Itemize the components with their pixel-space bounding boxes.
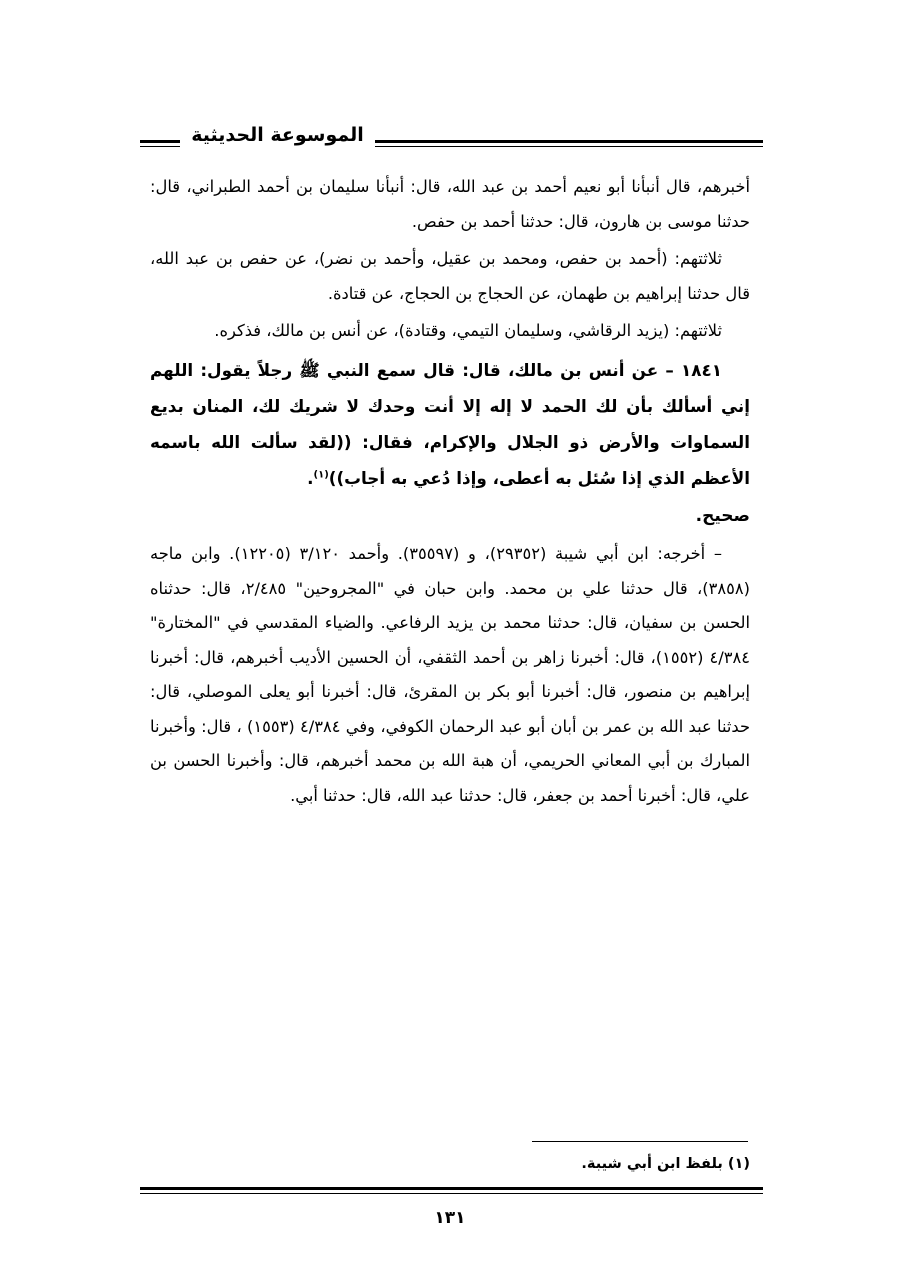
header-rule-left	[140, 140, 180, 147]
footnote-reference: (١)	[313, 468, 329, 480]
isnad-paragraph-2: ثلاثتهم: (أحمد بن حفص، ومحمد بن عقيل، وأحمد بن نضر)، عن حفص بن عبد الله، قال حدثنا إبراهيم بن طهمان، عن الحجاج بن الحجاج، عن قتادة.	[150, 249, 750, 303]
page-header	[140, 118, 763, 158]
footnote: (١) بلفظ ابن أبي شيبة.	[581, 1156, 750, 1172]
hadith-text	[150, 352, 750, 496]
isnad-paragraph-3: ثلاثتهم: (يزيد الرقاشي، وسليمان التيمي، وقتادة)، عن أنس بن مالك، فذكره.	[214, 321, 722, 340]
hadith-body: ١٨٤١ – عن أنس بن مالك، قال: قال سمع النبي ﷺ رجلاً يقول: اللهم إني أسألك بأن لك الحمد لا إله إلا أنت وحدك لا شريك لك، المنان بديع السماوات والأرض ذو الجلال والإكرام، فقال: ((لقد سألت الله باسمه الأعظم الذي إذا سُئل به أعطى، وإذا دُعي به أجاب))	[150, 359, 750, 488]
hadith-end: .	[307, 467, 314, 488]
hadith-grade: صحيح.	[695, 505, 750, 526]
header-rule-right	[375, 140, 763, 147]
footer-rule	[140, 1187, 763, 1194]
page-body	[150, 170, 750, 816]
takhrij-paragraph: – أخرجه: ابن أبي شيبة (٢٩٣٥٢)، و (٣٥٥٩٧). وأحمد ٣/١٢٠ (١٢٢٠٥). وابن ماجه (٣٨٥٨)، قال حدثنا علي بن محمد. وابن حبان في "المجروحين" ٢/٤٨٥، قال: حدثناه الحسن بن سفيان، قال: حدثنا محمد بن يزيد الرفاعي. والضياء المقدسي في "المختارة" ٤/٣٨٤ (١٥٥٢)، قال: أخبرنا زاهر بن أحمد الثقفي، أن الحسين الأديب أخبرهم، قال: أخبرنا إبراهيم بن منصور، قال: أخبرنا أبو بكر بن المقرئ، قال: أخبرنا أبو يعلى الموصلي، قال: حدثنا عبد الله بن عمر بن أبان أبو عبد الرحمان الكوفي، وفي ٤/٣٨٤ (١٥٥٣) ، قال: وأخبرنا المبارك بن أبي المعاني الحريمي، أن هبة الله بن محمد أخبرهم، قال: وأخبرنا الحسن بن علي، قال: أخبرنا أحمد بن جعفر، قال: حدثنا عبد الله، قال: حدثنا أبي.	[150, 544, 751, 805]
running-title: الموسوعة الحديثية	[191, 124, 364, 146]
footnote-separator	[532, 1141, 748, 1142]
isnad-paragraph-1: أخبرهم، قال أنبأنا أبو نعيم أحمد بن عبد الله، قال: أنبأنا سليمان بن أحمد الطبراني، قال: حدثنا موسى بن هارون، قال: حدثنا أحمد بن حفص.	[150, 177, 750, 231]
page-number: ١٣١	[434, 1208, 466, 1228]
